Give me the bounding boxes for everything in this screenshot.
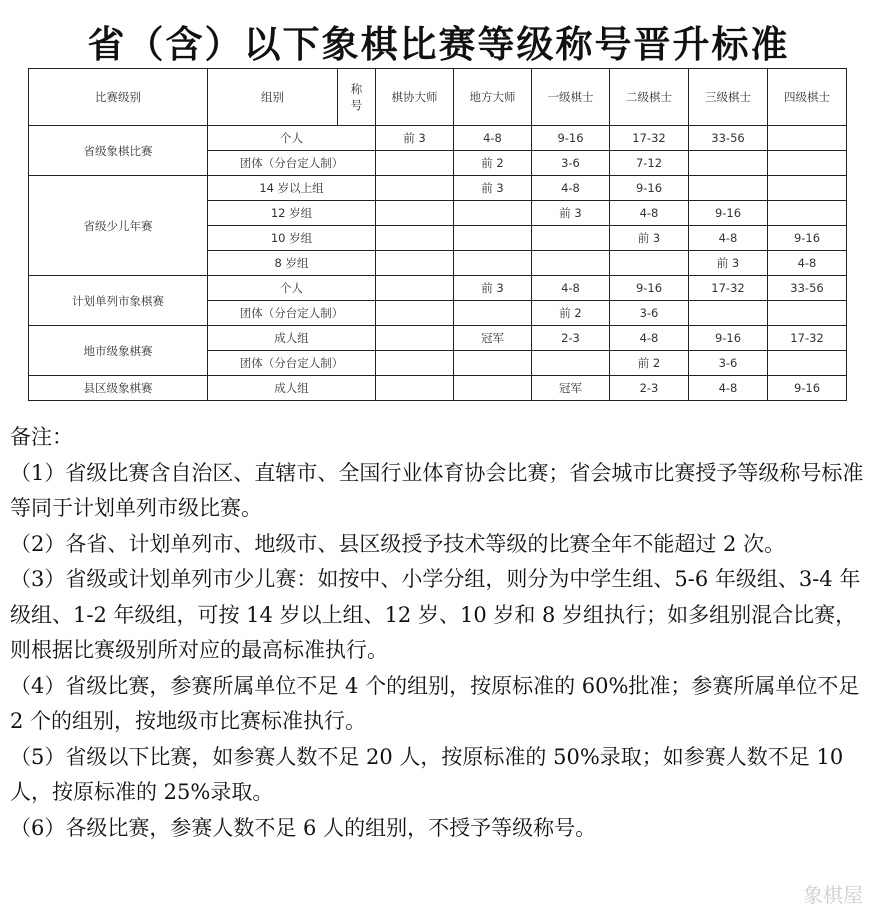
value-cell	[768, 351, 847, 376]
header-title-2: 地方大师	[454, 69, 532, 126]
value-cell: 前 2	[532, 301, 610, 326]
value-cell: 前 3	[532, 201, 610, 226]
value-cell	[454, 351, 532, 376]
value-cell: 4-8	[689, 226, 768, 251]
value-cell: 9-16	[532, 126, 610, 151]
header-group: 组别	[208, 69, 338, 126]
value-cell	[454, 226, 532, 251]
value-cell: 17-32	[610, 126, 689, 151]
value-cell	[376, 226, 454, 251]
table-header-row	[29, 69, 847, 126]
value-cell	[454, 301, 532, 326]
value-cell	[376, 176, 454, 201]
value-cell: 2-3	[532, 326, 610, 351]
value-cell: 4-8	[532, 276, 610, 301]
value-cell	[768, 151, 847, 176]
value-cell: 前 3	[454, 176, 532, 201]
header-chenghao-text: 称 号	[350, 82, 363, 112]
level-cell: 省级少儿年赛	[29, 176, 208, 276]
header-title-6: 四级棋士	[768, 69, 847, 126]
value-cell: 9-16	[610, 176, 689, 201]
group-cell: 团体（分台定人制）	[208, 351, 376, 376]
note-4: （4）省级比赛，参赛所属单位不足 4 个的组别，按原标准的 60%批准；参赛所属单位不足 2 个的组别，按地级市比赛标准执行。	[10, 673, 860, 733]
value-cell	[532, 251, 610, 276]
value-cell: 17-32	[768, 326, 847, 351]
value-cell: 33-56	[689, 126, 768, 151]
group-cell: 成人组	[208, 326, 376, 351]
group-cell: 团体（分台定人制）	[208, 151, 376, 176]
table-row	[29, 376, 847, 401]
group-cell: 12 岁组	[208, 201, 376, 226]
value-cell: 4-8	[610, 201, 689, 226]
value-cell: 4-8	[768, 251, 847, 276]
value-cell: 前 3	[454, 276, 532, 301]
value-cell	[768, 126, 847, 151]
value-cell: 4-8	[532, 176, 610, 201]
group-cell: 10 岁组	[208, 226, 376, 251]
value-cell: 前 2	[610, 351, 689, 376]
value-cell: 33-56	[768, 276, 847, 301]
value-cell	[376, 351, 454, 376]
value-cell: 9-16	[689, 326, 768, 351]
value-cell: 9-16	[768, 376, 847, 401]
group-cell: 8 岁组	[208, 251, 376, 276]
value-cell	[376, 201, 454, 226]
value-cell: 前 3	[610, 226, 689, 251]
value-cell	[768, 176, 847, 201]
value-cell: 前 3	[376, 126, 454, 151]
value-cell: 4-8	[689, 376, 768, 401]
table-row	[29, 176, 847, 201]
level-cell: 省级象棋比赛	[29, 126, 208, 176]
header-title-4: 二级棋士	[610, 69, 689, 126]
header-level: 比赛级别	[29, 69, 208, 126]
note-5: （5）省级以下比赛，如参赛人数不足 20 人，按原标准的 50%录取；如参赛人数不足 10 人，按原标准的 25%录取。	[10, 744, 844, 804]
value-cell	[376, 251, 454, 276]
header-title-1: 棋协大师	[376, 69, 454, 126]
header-title-5: 三级棋士	[689, 69, 768, 126]
page-title: 省（含）以下象棋比赛等级称号晋升标准	[87, 23, 790, 66]
value-cell: 3-6	[532, 151, 610, 176]
value-cell	[454, 251, 532, 276]
group-cell: 个人	[208, 126, 376, 151]
note-2: （2）各省、计划单列市、地级市、县区级授予技术等级的比赛全年不能超过 2 次。	[10, 531, 786, 556]
value-cell: 前 2	[454, 151, 532, 176]
standards-table	[28, 68, 847, 401]
watermark-logo: 象棋屋	[803, 883, 863, 907]
value-cell: 9-16	[689, 201, 768, 226]
value-cell	[689, 301, 768, 326]
value-cell	[532, 351, 610, 376]
value-cell: 9-16	[610, 276, 689, 301]
notes-heading: 备注：	[10, 425, 73, 449]
level-cell: 计划单列市象棋赛	[29, 276, 208, 326]
table-row	[29, 126, 847, 151]
notes-section	[10, 420, 870, 846]
note-1: （1）省级比赛含自治区、直辖市、全国行业体育协会比赛；省会城市比赛授予等级称号标准等同于计划单列市级比赛。	[10, 460, 864, 520]
value-cell: 3-6	[610, 301, 689, 326]
value-cell: 冠军	[454, 326, 532, 351]
value-cell: 4-8	[610, 326, 689, 351]
group-cell: 成人组	[208, 376, 376, 401]
value-cell	[689, 176, 768, 201]
value-cell: 前 3	[689, 251, 768, 276]
value-cell	[454, 201, 532, 226]
value-cell	[768, 201, 847, 226]
value-cell: 3-6	[689, 351, 768, 376]
value-cell	[376, 326, 454, 351]
value-cell: 2-3	[610, 376, 689, 401]
note-3: （3）省级或计划单列市少儿赛：如按中、小学分组，则分为中学生组、5-6 年级组、3-4 年级组、1-2 年级组，可按 14 岁以上组、12 岁、10 岁和 8 岁组执行；如多组别混合比赛，则根据比赛级别所对应的最高标准执行。	[10, 567, 861, 662]
value-cell	[454, 376, 532, 401]
group-cell: 个人	[208, 276, 376, 301]
value-cell	[376, 376, 454, 401]
value-cell	[532, 226, 610, 251]
value-cell	[376, 151, 454, 176]
level-cell: 地市级象棋赛	[29, 326, 208, 376]
value-cell	[610, 251, 689, 276]
note-6: （6）各级比赛，参赛人数不足 6 人的组别，不授予等级称号。	[10, 815, 597, 840]
group-cell: 团体（分台定人制）	[208, 301, 376, 326]
header-title-3: 一级棋士	[532, 69, 610, 126]
value-cell	[768, 301, 847, 326]
value-cell	[376, 276, 454, 301]
header-chenghao	[338, 69, 376, 126]
table-row	[29, 276, 847, 301]
value-cell: 17-32	[689, 276, 768, 301]
value-cell	[376, 301, 454, 326]
value-cell	[689, 151, 768, 176]
level-cell: 县区级象棋赛	[29, 376, 208, 401]
group-cell: 14 岁以上组	[208, 176, 376, 201]
value-cell: 4-8	[454, 126, 532, 151]
table-row	[29, 326, 847, 351]
value-cell: 7-12	[610, 151, 689, 176]
value-cell: 9-16	[768, 226, 847, 251]
value-cell: 冠军	[532, 376, 610, 401]
